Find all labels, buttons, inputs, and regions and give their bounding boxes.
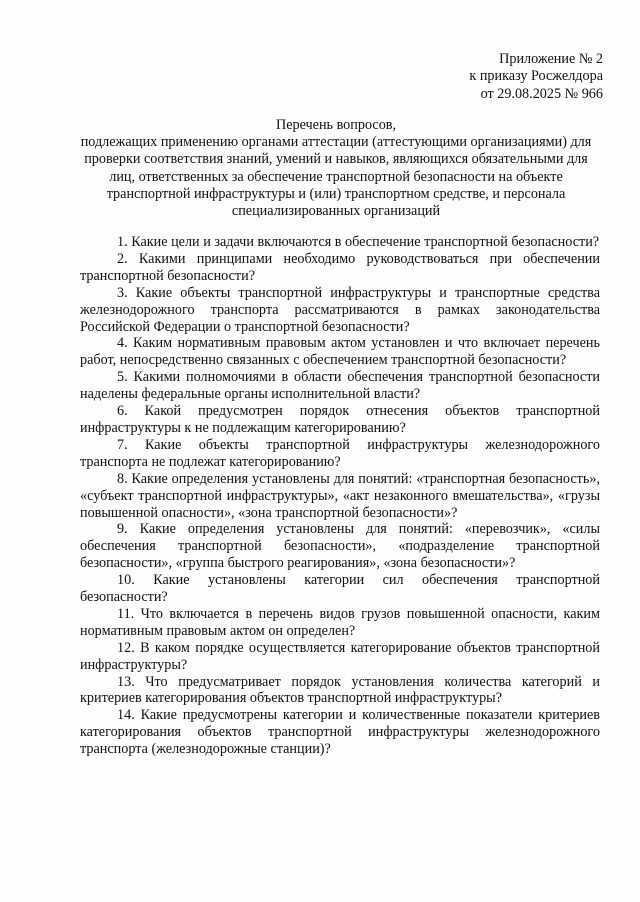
question-item: 7. Какие объекты транспортной инфраструктуры железнодорожного транспорта не подлежат категорированию? — [80, 436, 600, 470]
question-item: 2. Какими принципами необходимо руководствоваться при обеспечении транспортной безопасности? — [80, 250, 600, 284]
question-item: 10. Какие установлены категории сил обеспечения транспортной безопасности? — [80, 572, 600, 606]
question-item: 9. Какие определения установлены для понятий: «перевозчик», «силы обеспечения транспортной безопасности», «подразделение транспортной безопасности», «группа быстрого реагирования», «зона безопасности»? — [80, 521, 600, 572]
question-item: 13. Что предусматривает порядок установления количества категорий и критериев категорирования объектов транспортной инфраструктуры? — [80, 673, 600, 707]
title-line: подлежащих применению органами аттестации (аттестующими организациями) для — [80, 134, 592, 151]
document-title — [70, 117, 602, 220]
question-item: 8. Какие определения установлены для понятий: «транспортная безопасность», «субъект транспортной инфраструктуры», «акт незаконного вмешательства», «грузы повышенной опасности», «зона транспортной безопасности»? — [80, 470, 600, 521]
title-line: проверки соответствия знаний, умений и навыков, являющихся обязательными для — [84, 151, 588, 168]
questions-list — [80, 234, 600, 758]
question-item: 6. Какой предусмотрен порядок отнесения объектов транспортной инфраструктуры к не подлежащим категорированию? — [80, 403, 600, 436]
title-line: транспортной инфраструктуры и (или) транспортном средстве, и персонала — [106, 185, 566, 202]
appendix-header — [469, 51, 603, 103]
title-line: специализированных организаций — [231, 203, 441, 220]
appendix-number: Приложение № 2 — [499, 51, 603, 67]
question-item: 12. В каком порядке осуществляется категорирование объектов транспортной инфраструктуры? — [80, 639, 600, 673]
title-line: Перечень вопросов, — [275, 117, 397, 133]
appendix-order-ref: к приказу Росжелдора — [469, 68, 603, 85]
question-item: 5. Какими полномочиями в области обеспечения транспортной безопасности наделены федеральные органы исполнительной власти? — [80, 369, 600, 403]
question-item: 1. Какие цели и задачи включаются в обеспечение транспортной безопасности? — [117, 234, 600, 250]
question-item: 14. Какие предусмотрены категории и количественные показатели критериев категорирования объектов транспортной инфраструктуры железнодорожного транспорта (железнодорожные станции)? — [80, 707, 600, 758]
title-line: лиц, ответственных за обеспечение транспортной безопасности на объекте — [109, 168, 563, 185]
question-item: 3. Какие объекты транспортной инфраструктуры и транспортные средства железнодорожного транспорта рассматриваются в рамках законодательства Российской Федерации о транспортной безопасности? — [80, 284, 600, 335]
appendix-order-date: от 29.08.2025 № 966 — [480, 85, 603, 102]
question-item: 11. Что включается в перечень видов грузов повышенной опасности, каким нормативным правовым актом он определен? — [80, 605, 600, 639]
question-item: 4. Каким нормативным правовым актом установлен и что включает перечень работ, непосредственно связанных с обеспечением транспортной безопасности? — [80, 335, 600, 369]
